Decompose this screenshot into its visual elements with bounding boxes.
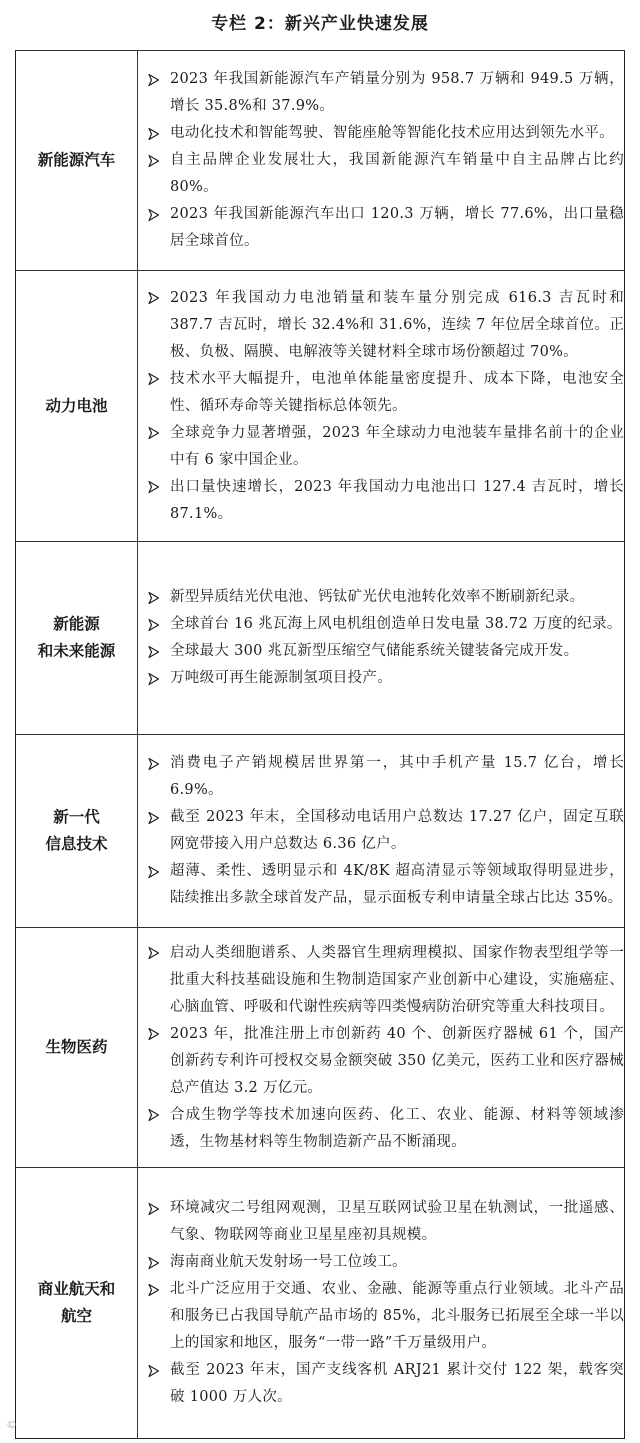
category-line: 信息技术	[45, 835, 108, 853]
list-item-text: 技术水平大幅提升，电池单体能量密度提升、成本下降，电池安全性、循环寿命等关键指标总体领先。	[170, 370, 624, 414]
list-item	[138, 858, 624, 912]
list-item-text: 2023 年我国动力电池销量和装车量分别完成 616.3 吉瓦时和 387.7 吉瓦时，增长 32.4%和 31.6%，连续 7 年位居全球首位。正极、负极、隔膜、电解液等关键材料全球市场份额超过 70%。	[170, 289, 624, 360]
list-item	[138, 1357, 624, 1411]
list-item-text: 电动化技术和智能驾驶、智能座舱等智能化技术应用达到领先水平。	[170, 125, 614, 141]
watermark-logo: ©	[6, 1418, 17, 1431]
hollow-right-arrow-icon	[138, 1249, 170, 1276]
hollow-right-arrow-icon	[138, 584, 170, 611]
list-item-text: 全球竞争力显著增强，2023 年全球动力电池装车量排名前十的企业中有 6 家中国企业。	[170, 424, 624, 468]
list-item-text: 截至 2023 年末，全国移动电话用户总数达 17.27 亿户，固定互联网宽带接入用户总数达 6.36 亿户。	[170, 809, 624, 852]
section-row	[16, 51, 625, 271]
list-item	[138, 420, 624, 474]
list-item	[138, 120, 624, 147]
list-item-text: 超薄、柔性、透明显示和 4K/8K 超高清显示等领域取得明显进步，陆续推出多款全球首发产品，显示面板专利申请量全球占比达 35%。	[170, 863, 624, 906]
category-line: 新能源	[53, 615, 100, 633]
section-items	[138, 735, 625, 928]
hollow-right-arrow-icon	[138, 940, 170, 967]
section-items	[138, 1168, 625, 1439]
section-category: 新能源汽车	[16, 51, 138, 271]
hollow-right-arrow-icon	[138, 1021, 170, 1048]
list-item	[138, 1276, 624, 1357]
list-item-text: 2023 年我国新能源汽车出口 120.3 万辆，增长 77.6%，出口量稳居全球首位。	[170, 206, 624, 249]
section-row	[16, 735, 625, 928]
hollow-right-arrow-icon	[138, 858, 170, 885]
list-item	[138, 638, 624, 665]
section-row	[16, 928, 625, 1168]
hollow-right-arrow-icon	[138, 147, 170, 174]
hollow-right-arrow-icon	[138, 1195, 170, 1222]
list-item	[138, 1249, 624, 1276]
list-item	[138, 201, 624, 255]
hollow-right-arrow-icon	[138, 611, 170, 638]
category-line: 商业航天和	[37, 1280, 116, 1298]
list-item-text: 环境减灾二号组网观测，卫星互联网试验卫星在轨测试，一批遥感、气象、物联网等商业卫星星座初具规模。	[170, 1200, 624, 1243]
hollow-right-arrow-icon	[138, 201, 170, 228]
hollow-right-arrow-icon	[138, 285, 170, 312]
section-category: 生物医药	[16, 928, 138, 1168]
list-item-text: 全球首台 16 兆瓦海上风电机组创造单日发电量 38.72 万度的纪录。	[170, 616, 622, 632]
category-line: 新一代	[53, 808, 100, 826]
list-item	[138, 474, 624, 528]
list-item	[138, 366, 624, 420]
hollow-right-arrow-icon	[138, 665, 170, 692]
list-item	[138, 147, 624, 201]
hollow-right-arrow-icon	[138, 120, 170, 147]
category-line: 航空	[60, 1307, 92, 1325]
list-item-text: 合成生物学等技术加速向医药、化工、农业、能源、材料等领域渗透，生物基材料等生物制造新产品不断涌现。	[170, 1106, 624, 1150]
list-item	[138, 665, 624, 692]
list-item-text: 新型异质结光伏电池、钙钛矿光伏电池转化效率不断刷新纪录。	[170, 589, 585, 605]
list-item-text: 自主品牌企业发展壮大，我国新能源汽车销量中自主品牌占比约 80%。	[170, 152, 624, 195]
section-items	[138, 271, 625, 542]
hollow-right-arrow-icon	[138, 1357, 170, 1384]
hollow-right-arrow-icon	[138, 366, 170, 393]
list-item	[138, 1102, 624, 1156]
section-items	[138, 542, 625, 735]
section-category	[16, 542, 138, 735]
section-items	[138, 51, 625, 271]
section-row	[16, 1168, 625, 1439]
section-category: 动力电池	[16, 271, 138, 542]
list-item	[138, 804, 624, 858]
industry-table	[15, 50, 625, 1439]
category-line: 和未来能源	[37, 642, 116, 660]
list-item	[138, 66, 624, 120]
list-item	[138, 611, 624, 638]
section-items	[138, 928, 625, 1168]
list-item	[138, 1021, 624, 1102]
list-item-text: 全球最大 300 兆瓦新型压缩空气储能系统关键装备完成开发。	[170, 643, 579, 659]
section-category	[16, 735, 138, 928]
section-row	[16, 542, 625, 735]
list-item	[138, 1195, 624, 1249]
list-item-text: 截至 2023 年末，国产支线客机 ARJ21 累计交付 122 架，载客突破 1000 万人次。	[170, 1362, 624, 1405]
list-item-text: 海南商业航天发射场一号工位竣工。	[170, 1254, 407, 1270]
hollow-right-arrow-icon	[138, 750, 170, 777]
list-item-text: 万吨级可再生能源制氢项目投产。	[170, 670, 392, 686]
list-item-text: 消费电子产销规模居世界第一，其中手机产量 15.7 亿台，增长 6.9%。	[170, 755, 624, 798]
list-item-text: 出口量快速增长，2023 年我国动力电池出口 127.4 吉瓦时，增长 87.1%。	[170, 478, 624, 522]
hollow-right-arrow-icon	[138, 1102, 170, 1129]
hollow-right-arrow-icon	[138, 638, 170, 665]
section-category	[16, 1168, 138, 1439]
list-item-text: 北斗广泛应用于交通、农业、金融、能源等重点行业领域。北斗产品和服务已占我国导航产品市场的 85%，北斗服务已拓展至全球一半以上的国家和地区，服务“一带一路”千万量级用户。	[170, 1281, 624, 1351]
hollow-right-arrow-icon	[138, 66, 170, 93]
list-item-text: 2023 年我国新能源汽车产销量分别为 958.7 万辆和 949.5 万辆，增长 35.8%和 37.9%。	[170, 71, 624, 114]
list-item	[138, 285, 624, 366]
list-item	[138, 584, 624, 611]
list-item-text: 启动人类细胞谱系、人类器官生理病理模拟、国家作物表型组学等一批重大科技基础设施和生物制造国家产业创新中心建设，实施癌症、心脑血管、呼吸和代谢性疾病等四类慢病防治研究等重大科技项目。	[170, 944, 624, 1015]
section-row	[16, 271, 625, 542]
list-item-text: 2023 年，批准注册上市创新药 40 个、创新医疗器械 61 个，国产创新药专利许可授权交易金额突破 350 亿美元，医药工业和医疗器械总产值达 3.2 万亿元。	[170, 1025, 624, 1096]
hollow-right-arrow-icon	[138, 804, 170, 831]
hollow-right-arrow-icon	[138, 420, 170, 447]
hollow-right-arrow-icon	[138, 1276, 170, 1303]
list-item	[138, 750, 624, 804]
list-item	[138, 940, 624, 1021]
hollow-right-arrow-icon	[138, 474, 170, 501]
column-title: 专栏 2：新兴产业快速发展	[211, 14, 429, 34]
